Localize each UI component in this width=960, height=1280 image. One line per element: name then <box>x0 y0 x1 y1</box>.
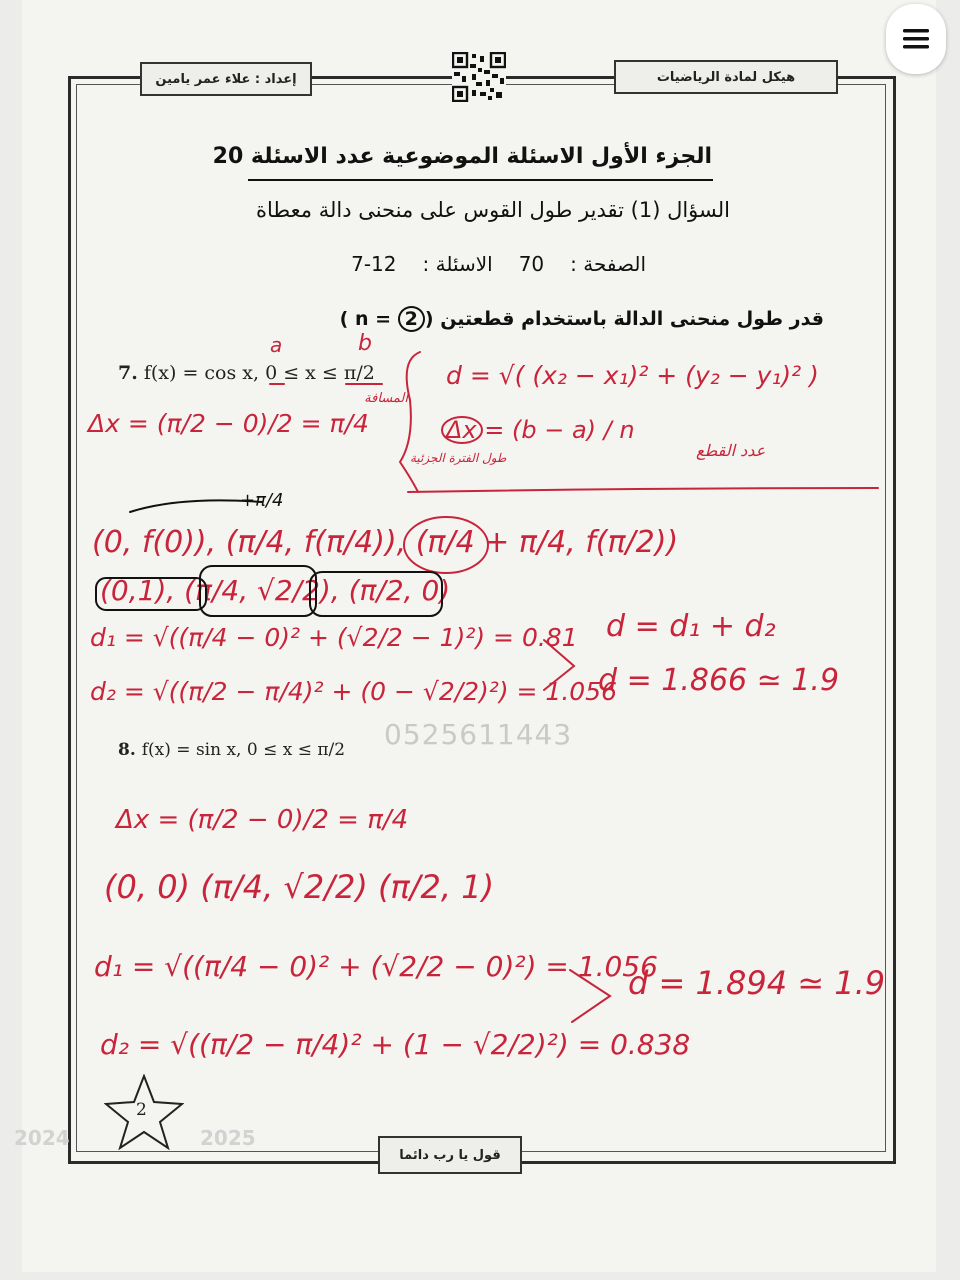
watermark-phone: 0525611443 <box>384 718 573 751</box>
p8-d2: d₂ = √((π/2 − π/4)² + (1 − √2/2)²) = 0.838 <box>100 1028 691 1061</box>
formula-delta-x: Δx = (b − a) / n <box>446 416 635 444</box>
p7-points-f: (0, f(0)), (π/4, f(π/4)), (π/4 + π/4, f(π/2)) <box>92 525 679 560</box>
p8-result: d = 1.894 ≃ 1.9 <box>628 964 886 1002</box>
p7-plus: +π/4 <box>240 490 284 511</box>
watermark-year-right: 2025 <box>200 1126 256 1150</box>
question-subtitle: السؤال (1) تقدير طول القوس على منحنى دالة معطاة <box>256 198 730 222</box>
section-title: الجزء الأول الاسئلة الموضوعية عدد الاسئلة 20 <box>212 144 712 169</box>
instruction-n-text: n = <box>354 308 398 330</box>
formula-brace <box>400 352 420 492</box>
author-label: إعداد : علاء عمر يامين <box>140 62 312 96</box>
watermark-year-left: 2024 <box>14 1126 70 1150</box>
label-b: b <box>358 331 372 356</box>
instruction-text-after: ) <box>339 308 355 330</box>
footer-motto: قول يا رب دائما <box>378 1136 522 1174</box>
p7-points: (0,1), (π/4, √2/2), (π/2, 0) <box>100 574 451 607</box>
instruction-text-before: قدر طول منحنى الدالة باستخدام قطعتين ( <box>424 308 824 330</box>
subject-label: هيكل لمادة الرياضيات <box>614 60 838 94</box>
problem-number: 7. <box>118 362 138 384</box>
page-number: 2 <box>136 1100 147 1120</box>
label-sub-length: طول الفترة الجزئية <box>410 451 507 465</box>
page-label: الصفحة : <box>570 252 646 276</box>
label-segments: عدد القطع <box>696 441 766 460</box>
p7-d1: d₁ = √((π/4 − 0)² + (√2/2 − 1)²) = 0.81 <box>90 623 578 652</box>
label-a: a <box>270 333 283 357</box>
p7-sum: d = d₁ + d₂ <box>606 609 776 644</box>
instruction-n-value: 2 <box>398 306 425 332</box>
label-distance: المسافة <box>364 391 408 406</box>
p7-delta-x: Δx = (π/2 − 0)/2 = π/4 <box>88 409 369 438</box>
problem-expression: f(x) = sin x, 0 ≤ x ≤ π/2 <box>141 740 346 760</box>
questions-label: الاسئلة : <box>422 252 493 276</box>
p7-d2: d₂ = √((π/2 − π/4)² + (0 − √2/2)²) = 1.056 <box>90 677 617 706</box>
p7-result: d = 1.866 ≃ 1.9 <box>598 663 840 698</box>
p8-d1: d₁ = √((π/4 − 0)² + (√2/2 − 0)²) = 1.056 <box>94 950 658 983</box>
page-value: 70 <box>518 252 545 276</box>
questions-value: 7-12 <box>351 252 397 276</box>
problem-number: 8. <box>118 740 136 760</box>
separator-line <box>408 488 878 492</box>
p8-delta-x: Δx = (π/2 − 0)/2 = π/4 <box>116 805 409 835</box>
p8-points: (0, 0) (π/4, √2/2) (π/2, 1) <box>104 868 495 906</box>
problem-expression: f(x) = cos x, 0 ≤ x ≤ π/2 <box>143 362 375 384</box>
formula-distance: d = √( (x₂ − x₁)² + (y₂ − y₁)² ) <box>446 361 819 390</box>
